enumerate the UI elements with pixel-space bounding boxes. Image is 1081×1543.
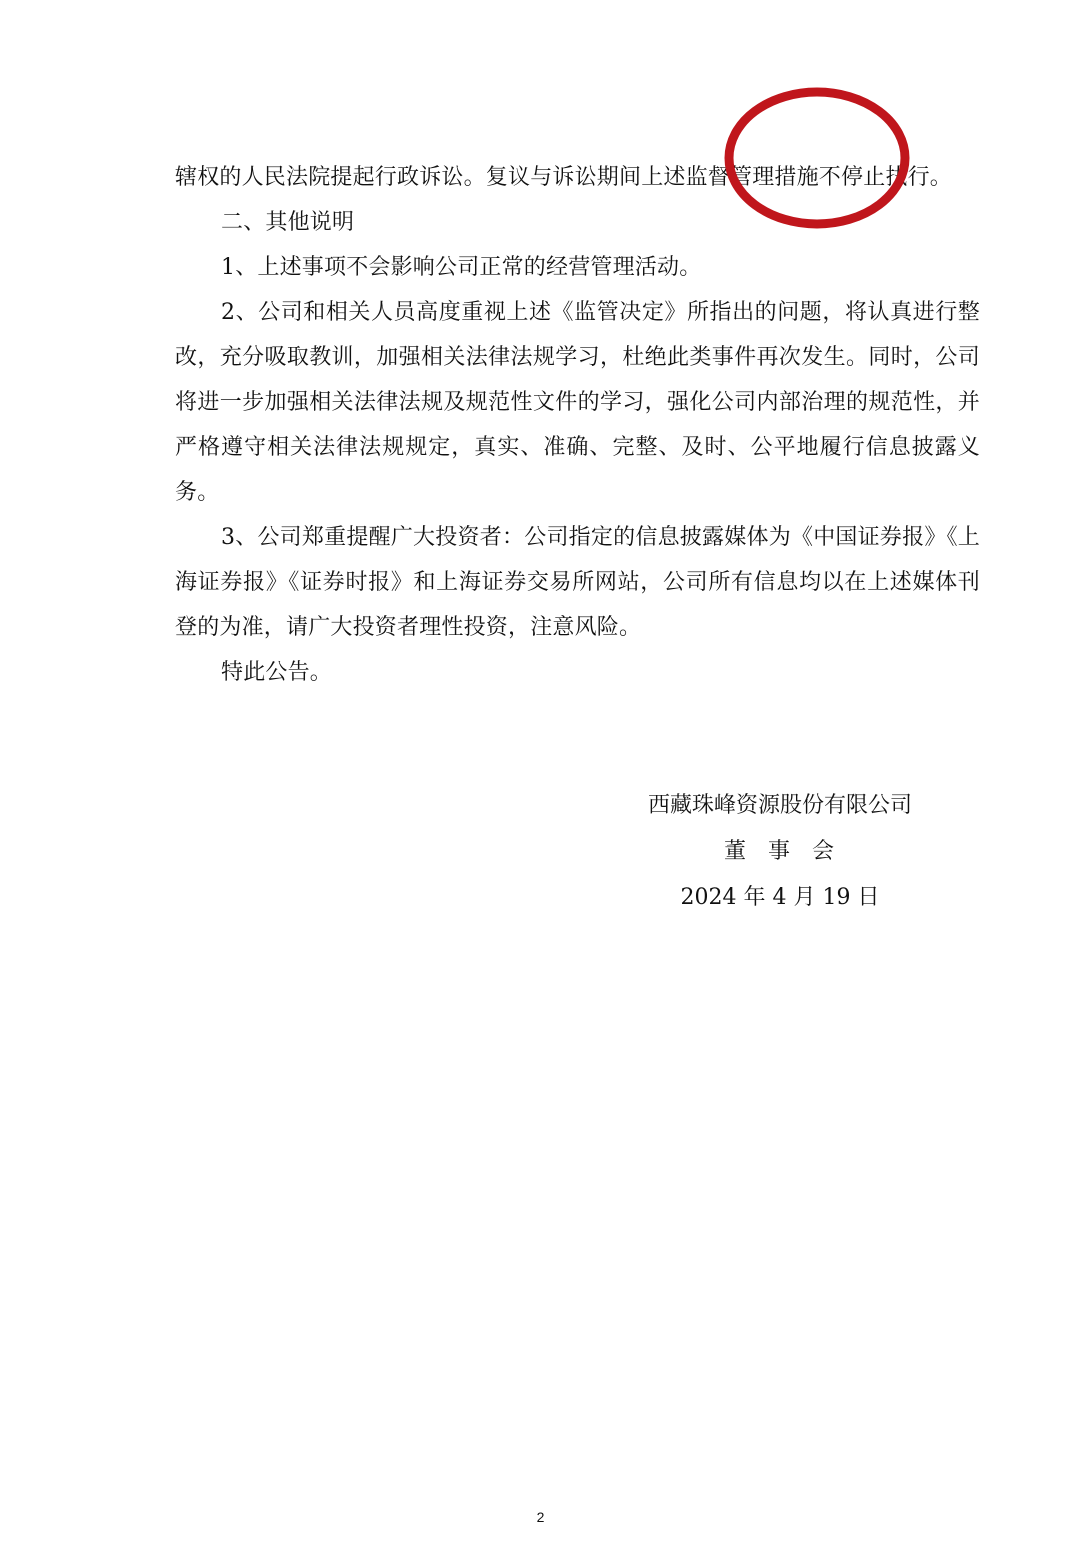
section-heading: 二、其他说明: [221, 210, 355, 235]
signature-board: 董事会: [723, 839, 856, 864]
paragraph-item-1: 1、上述事项不会影响公司正常的经营管理活动。: [221, 255, 702, 280]
paragraph-item-3: 3、公司郑重提醒广大投资者：公司指定的信息披露媒体为《中国证券报》《上海证券报》《证券时报》和上海证券交易所网站，公司所有信息均以在上述媒体刊登的为准，请广大投资者理性投资，注意风险。: [175, 525, 980, 640]
page-number: 2: [536, 1509, 545, 1525]
signature-block: [620, 783, 940, 921]
closing-statement: 特此公告。: [221, 660, 333, 685]
signature-date: 2024 年 4 月 19 日: [680, 885, 880, 910]
document-body: [175, 155, 980, 695]
paragraph-continuation: 辖权的人民法院提起行政诉讼。复议与诉讼期间上述监督管理措施不停止执行。: [175, 165, 953, 190]
paragraph-item-2: 2、公司和相关人员高度重视上述《监管决定》所指出的问题，将认真进行整改，充分吸取教训，加强相关法律法规学习，杜绝此类事件再次发生。同时，公司将进一步加强相关法律法规及规范性文件的学习，强化公司内部治理的规范性，并严格遵守相关法律法规规定，真实、准确、完整、及时、公平地履行信息披露义务。: [175, 300, 980, 505]
signature-company: 西藏珠峰资源股份有限公司: [647, 793, 912, 818]
